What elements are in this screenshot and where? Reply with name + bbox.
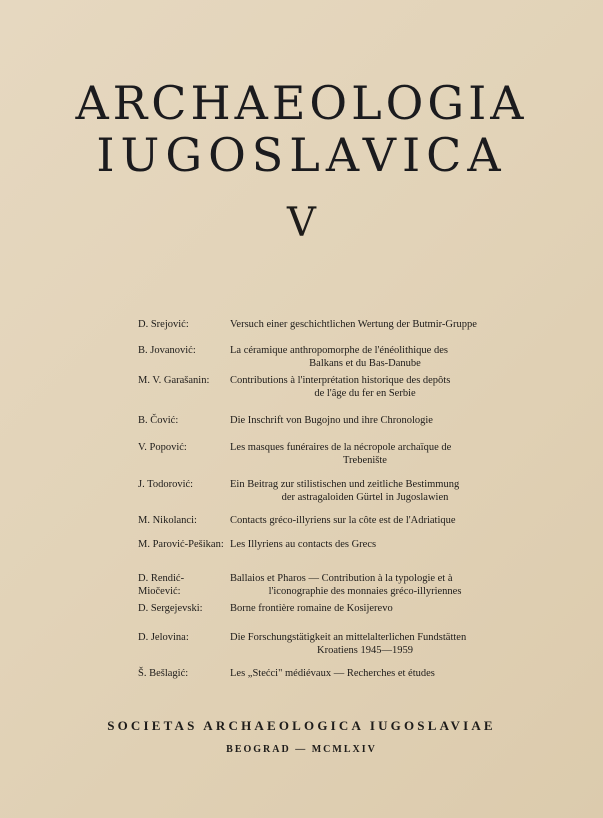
- toc-author: D. Srejović:: [138, 319, 189, 330]
- toc-title-line: der astragaloiden Gürtel in Jugoslawien: [281, 492, 449, 503]
- toc-title: [230, 318, 500, 331]
- publisher-name: SOCIETAS ARCHAEOLOGICA IUGOSLAVIAE: [107, 718, 496, 733]
- toc-author: M. Parović-Pešikan:: [138, 539, 224, 550]
- toc-author: B. Jovanović:: [138, 345, 196, 356]
- toc-title: [230, 538, 500, 551]
- toc-author: Š. Bešlagić:: [138, 668, 189, 679]
- toc-title-line: de l'âge du fer en Serbie: [314, 388, 416, 399]
- toc-title: [230, 344, 500, 370]
- toc-author: B. Čović:: [138, 415, 179, 426]
- toc-author: D. Sergejevski:: [138, 603, 203, 614]
- volume-number: V: [287, 200, 316, 246]
- toc-title: [230, 478, 500, 504]
- toc-title-line: Les Illyriens au contacts des Grecs: [230, 539, 377, 550]
- toc-title-line: Les masques funéraires de la nécropole archaïque de: [230, 442, 452, 453]
- title-line-1: ARCHAEOLOGIA: [75, 76, 528, 130]
- toc-author: D. Rendić-Miočević:: [138, 573, 185, 597]
- toc-title-line: l'iconographie des monnaies gréco-illyriennes: [268, 586, 462, 597]
- toc-title-line: Borne frontière romaine de Kosijerevo: [230, 603, 393, 614]
- toc-title-line: Les „Stećci" médiévaux — Recherches et études: [230, 668, 435, 679]
- toc-author: J. Todorović:: [138, 479, 194, 490]
- toc-title: [230, 374, 500, 400]
- toc-author: D. Jelovina:: [138, 632, 189, 643]
- toc-title-line: Ballaios et Pharos — Contribution à la typologie et à: [230, 573, 453, 584]
- title-line-2: IUGOSLAVICA: [96, 128, 507, 182]
- imprint-line: BEOGRAD — MCMLXIV: [226, 744, 377, 755]
- toc-title-line: Versuch einer geschichtlichen Wertung der Butmir-Gruppe: [230, 319, 477, 330]
- toc-title: [230, 631, 500, 657]
- toc-title: [230, 667, 500, 680]
- toc-title-line: Ein Beitrag zur stilistischen und zeitliche Bestimmung: [230, 479, 460, 490]
- toc-author: M. Nikolanci:: [138, 515, 197, 526]
- toc-author: V. Popović:: [138, 442, 187, 453]
- toc-title-line: Contributions à l'interprétation historique des depôts: [230, 375, 451, 386]
- toc-title-line: Balkans et du Bas-Danube: [309, 358, 421, 369]
- toc-title-line: Die Forschungstätigkeit an mittelalterlichen Fundstätten: [230, 632, 467, 643]
- toc-title: [230, 514, 500, 527]
- toc-title-line: Kroatiens 1945—1959: [317, 645, 413, 656]
- toc-title-line: Trebenište: [343, 455, 387, 466]
- toc-title: [230, 572, 500, 598]
- toc-title-line: La céramique anthropomorphe de l'énéolithique des: [230, 345, 448, 356]
- toc-title: [230, 414, 500, 427]
- toc-title: [230, 441, 500, 467]
- toc-title-line: Contacts gréco-illyriens sur la côte est de l'Adriatique: [230, 515, 456, 526]
- toc-author: M. V. Garašanin:: [138, 375, 210, 386]
- toc-title-line: Die Inschrift von Bugojno und ihre Chronologie: [230, 415, 433, 426]
- toc-title: [230, 602, 500, 615]
